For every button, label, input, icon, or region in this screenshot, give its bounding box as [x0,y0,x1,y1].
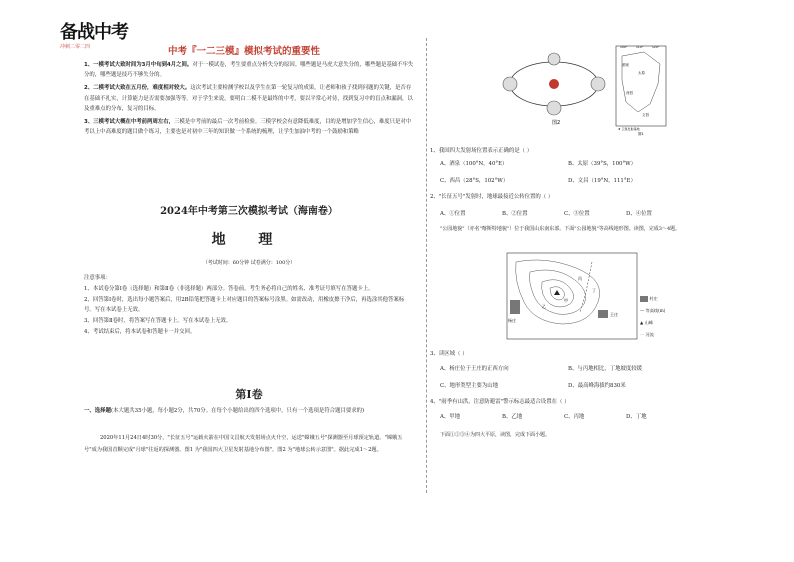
point-label: 甲 [564,298,568,303]
option[interactable]: B、乙地 [502,414,523,420]
section-one-instructions: (本大题共35小题，每小题2分，共70分。在每个小题给出的四个选项中，只有一个选项是符合题目要求的) [110,408,365,414]
passage-three: 下面①②③④为四大平原，读图，完成下面小题。 [440,432,551,438]
question-4-options [440,412,647,420]
earth-position-icon [503,77,517,91]
option[interactable]: D、文昌（19°N，111°E） [568,178,636,184]
logo [60,24,138,54]
logo-brand: 备战中考 [60,22,128,43]
notice-item: 2、回答第Ⅰ卷时，选出每小题答案后，用2B铅笔把答题卡上对应题目的答案标号涂黑。如需改动，用橡皮擦干净后，再选涂其他答案标号。写在本试卷上无效。 [84,296,405,314]
map-legend: ★ 卫星发射基地 [618,127,640,131]
option[interactable]: C、地形类型主要为山地 [440,383,499,389]
map-frame [616,46,666,126]
legend-item: ▲ 山峰 [640,320,653,325]
contour-legend [640,296,680,356]
exam-title: 2024年中考第三次模拟考试（海南卷） [160,206,338,217]
question-3: 3、读区域（ ） [430,351,468,357]
intro-body: 对于一模试卷，考生要重点分析失分的原因。哪些题是马虎大意失分的，哪些题是基础不牢失分的，哪些题是技巧不够失分的。 [84,62,414,79]
option[interactable]: A、杨庄位于王庄的正西方向 [440,366,509,372]
sun-icon [549,79,559,89]
option[interactable]: B、②位置 [502,211,528,217]
notice-item: 1、本试卷分第Ⅰ卷（选择题）和第Ⅱ卷（非选择题）两部分。答卷前，考生务必将自己的姓名、准考证号填写在答题卡上。 [84,285,374,292]
part-one-title: 第Ⅰ卷 [235,388,263,401]
exam-meta: （考试时间：60分钟 试卷满分：100分） [202,260,296,266]
site-label-taiyuan: 太原 [638,71,645,75]
notice-title: 注意事项： [84,275,111,281]
peak-icon [554,290,560,295]
question-2-options [440,209,652,217]
legend-label: 山峰 [644,320,653,325]
legend-label: 河流 [645,332,654,337]
subject-title: 地 理 [211,232,287,248]
question-4: 4、"雨季有山洪，注意防避雷"警示标志最适合设置在（ ） [430,399,570,405]
section-one-label: 一、选择题 [84,408,111,414]
village-label: 王庄 [610,312,618,317]
legend-label: 等高线(m) [645,308,666,313]
intro-paragraph [84,117,414,137]
village-yangzhuang-icon [510,300,520,314]
village-wangzhuang-icon [598,310,608,318]
legend-item [640,296,680,302]
option[interactable]: D、④位置 [626,211,652,217]
longitude-label: 120° [652,45,660,49]
option[interactable]: A、①位置 [440,211,466,217]
option[interactable]: C、③位置 [564,211,590,217]
earth-position-icon [547,101,561,115]
intro-lead: 2、二模考试大致在五月份，难度相对较大。 [84,85,191,92]
importance-title: 中考『一二三模』模拟考试的重要性 [168,46,321,57]
question-1-options [440,176,636,184]
intro-paragraph [84,60,414,80]
site-label-jiuquan: 酒泉 [622,63,629,67]
intro-body: 三模是中考前的最后一次考前检验。三模学校会有意降低难度，目的是增加学生信心，难度只是对中考以上中高难度的题目做个练习，主要也是对初中三年的知识做一个系统的梳理，让学生加油中考的一个鼓励和策略 [84,119,412,136]
notice-item: 4、考试结束后，将本试卷和答题卡一并交回。 [84,328,196,335]
question-1: 1、我国四大发射场位置表示正确的是（ ） [430,148,533,154]
notice-item: 3、回答第Ⅱ卷时，将答案写在答题卡上。写在本试卷上无效。 [84,318,232,325]
contour-frame [507,253,637,339]
option[interactable]: D、最高峰海拔约830米 [568,383,626,389]
passage-one [84,433,414,456]
earth-position-icon [591,77,605,91]
point-label: 丙 [578,276,582,281]
contour-map [506,252,638,340]
intro-lead: 3、三模考试大概在中考前两周左右， [84,119,175,126]
option[interactable]: A、酒泉（100°N，40°E） [440,161,508,167]
logo-tagline: 冲刺二零二四 [60,44,91,50]
china-outline [622,52,660,112]
point-label: 乙 [542,304,546,309]
column-divider [426,38,427,493]
option[interactable]: C、西昌（28°S，102°W） [440,178,509,184]
site-label-xichang: 西昌 [626,91,633,95]
option[interactable]: B、与丙地相比，丁地坡度较缓 [568,366,643,372]
legend-item: ⋯ 河流 [640,332,654,337]
option[interactable]: D、丁地 [626,414,647,420]
question-2: 2、"长征五号"发射时，地球最接近公转位置的（ ） [430,194,554,200]
point-label: 丁 [592,288,596,293]
intro-section [84,60,414,140]
legend-label: 村庄 [649,296,658,301]
earth-position-icon [548,53,560,65]
fig2-caption: 图2 [552,120,561,126]
section-one-header [84,406,414,417]
passage-text: 2020年11月24日4时30分，"长征五号"运载火箭在中国文昌航天发射场点火升空，运送"嫦娥五号"探测器至月球预定轨道。"嫦娥五号"成为我国首颗完成"月球"往返的探测器。图1 为"我国四大卫星发射基地分布图"，图2 为"地球公转示意图"。据此完成1～2题。 [84,435,403,453]
question-3-options [440,364,642,372]
option[interactable]: C、丙地 [564,414,585,420]
option[interactable]: B、太原（39°S，100°W） [568,161,637,167]
intro-paragraph [84,83,414,114]
intro-body: 这次考试主要检测学校以及学生在第一轮复习的成果，让老师和孩子找到问题的关键，是否存在基础不扎实，计算能力是否需要加强等等。对于学生来说，要明白二模不是最终的中考，要以平常心对待，找到复习中的盲点和漏洞，以及重难点的分布，复习的目标。 [84,85,413,112]
notice-section [84,273,414,338]
fig1-caption: 图1 [638,132,644,136]
legend-item: — 等高线(m) [640,308,666,313]
intro-lead: 1、一模考试大致时间为3月中旬到4月之间。 [84,62,193,68]
village-label: 杨庄 [508,318,516,323]
question-3-options [440,381,626,389]
passage-two: "公园地貌"（亦名"喀斯特地貌"）位于我国山东南东部。下面"公园地貌"等高线地形图。读图，完成3～4题。 [440,226,681,232]
longitude-label: 100° [620,45,628,49]
longitude-label: 110° [636,45,644,49]
question-1-options [440,159,636,167]
launch-sites-map [614,44,670,136]
orbit-diagram [496,44,614,128]
site-label-wenchang: 文昌 [642,113,649,117]
option[interactable]: A、甲地 [440,414,461,420]
